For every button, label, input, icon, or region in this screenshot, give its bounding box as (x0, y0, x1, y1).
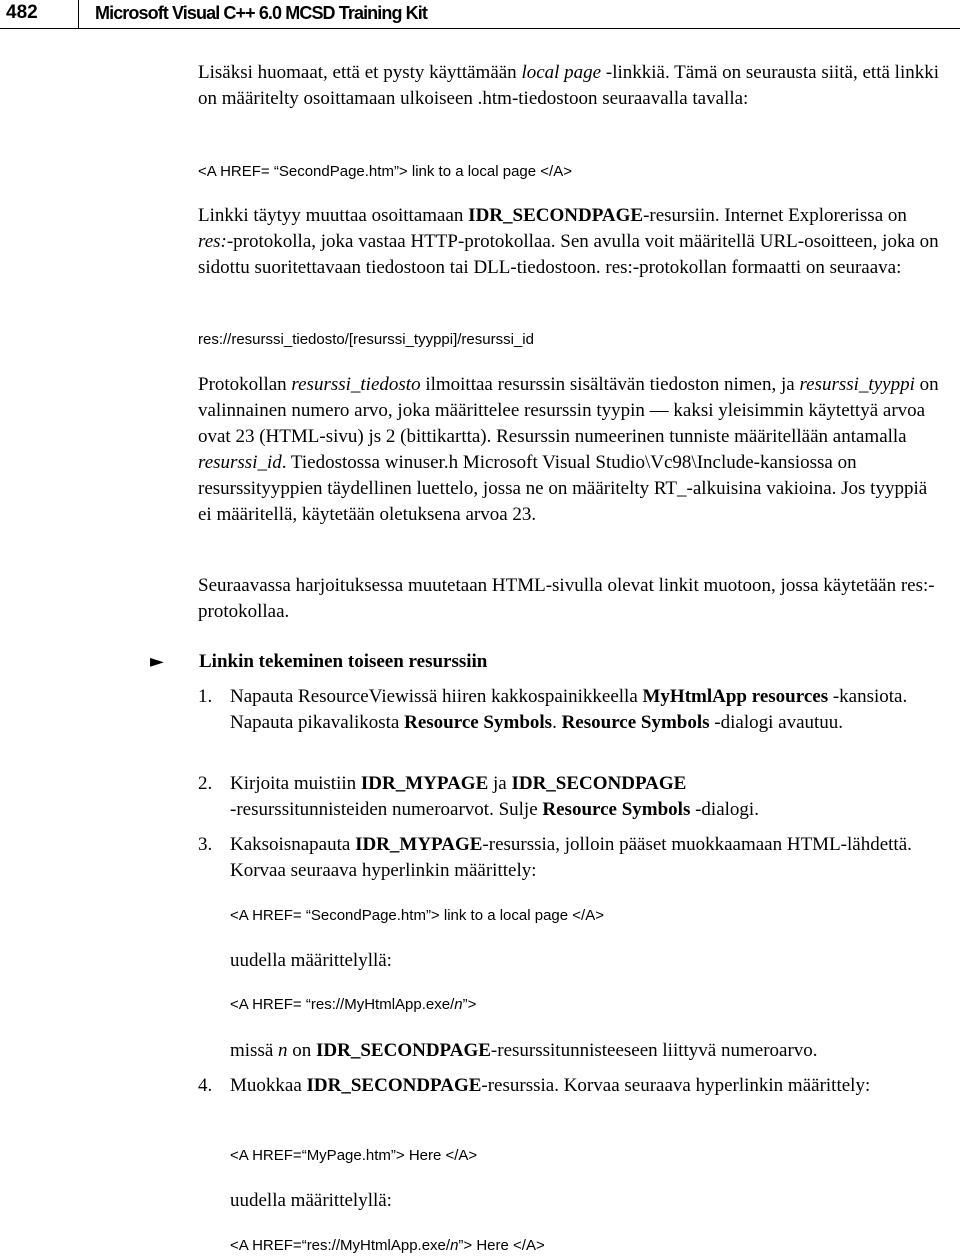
step-4-number: 4. (198, 1075, 213, 1096)
step-4-code-old: <A HREF=“MyPage.htm”> Here </A> (230, 1147, 478, 1164)
code-example-original-link: <A HREF= “SecondPage.htm”> link to a local page </A> (198, 163, 572, 180)
step-4-code-new: <A HREF=“res://MyHtmlApp.exe/n”> Here </A> (230, 1237, 545, 1254)
header-rule (0, 28, 960, 29)
book-title: Microsoft Visual C++ 6.0 MCSD Training Kit (95, 3, 427, 23)
paragraph-local-page: Lisäksi huomaat, että et pysty käyttämään local page -linkkiä. Tämä on seurausta siitä, että linkki on määritelty osoittamaan ulkoiseen .htm-tiedostoon seuraavalla tavalla: (198, 62, 939, 109)
step-3-number: 3. (198, 834, 213, 855)
procedure-title: Linkin tekeminen toiseen resurssiin (199, 651, 488, 672)
step-3-text: Kaksoisnapauta IDR_MYPAGE-resurssia, jolloin pääset muokkaamaan HTML-lähdettä. Korvaa seuraava hyperlinkin määrittely: (230, 834, 912, 881)
paragraph-res-protocol: Linkki täytyy muuttaa osoittamaan IDR_SECONDPAGE-resursiin. Internet Explorerissa on res:-protokolla, joka vastaa HTTP-protokollaa. Sen avulla voit määritellä URL-osoitteen, joka on sidottu suoritettavaan tiedostoon tai DLL-tiedostoon. res:-protokollan formaatti on seuraava: (198, 205, 939, 278)
code-res-format: res://resurssi_tiedosto/[resurssi_tyyppi]/resurssi_id (198, 331, 534, 348)
step-3-new-label: uudella määrittelyllä: (230, 950, 392, 971)
paragraph-exercise-intro: Seuraavassa harjoituksessa muutetaan HTML-sivulla olevat linkit muotoon, jossa käytetään res:-protokollaa. (198, 575, 935, 622)
step-2-text: Kirjoita muistiin IDR_MYPAGE ja IDR_SECONDPAGE -resurssitunnisteiden numeroarvot. Sulje Resource Symbols -dialogi. (230, 773, 759, 820)
page-number: 482 (6, 2, 38, 23)
procedure-arrow-icon: ► (150, 651, 164, 672)
page-header (0, 0, 960, 30)
header-separator (78, 0, 79, 28)
paragraph-protocol-details: Protokollan resurssi_tiedosto ilmoittaa resurssin sisältävän tiedoston nimen, ja resurssi_tyyppi on valinnainen numero arvo, joka määrittelee resurssin tyypin — kaksi yleisimmin käytettyä arvoa ovat 23 (HTML-sivu) js 2 (bittikartta). Resurssin numeerinen tunniste määritellään antamalla resurssi_id. Tiedostossa winuser.h Microsoft Visual Studio\Vc98\Include-kansiossa on resurssityyppien täydellinen luettelo, jossa ne on määritelty RT_-alkuisina vakioina. Jos tyyppiä ei määritellä, käytetään oletuksena arvoa 23. (198, 374, 939, 525)
step-4-text: Muokkaa IDR_SECONDPAGE-resurssia. Korvaa seuraava hyperlinkin määrittely: (230, 1075, 871, 1096)
step-2-number: 2. (198, 773, 213, 794)
step-1-text: Napauta ResourceViewissä hiiren kakkospainikkeella MyHtmlApp resources -kansiota. Napauta pikavalikosta Resource Symbols. Resource Symbols -dialogi avautuu. (230, 686, 908, 733)
step-3-code-new: <A HREF= “res://MyHtmlApp.exe/n”> (230, 996, 477, 1013)
step-1-number: 1. (198, 686, 213, 707)
step-4-new-label: uudella määrittelyllä: (230, 1190, 392, 1211)
step-3-code-old: <A HREF= “SecondPage.htm”> link to a local page </A> (230, 907, 604, 924)
step-3-note: missä n on IDR_SECONDPAGE-resurssitunnisteeseen liittyvä numeroarvo. (230, 1040, 818, 1061)
